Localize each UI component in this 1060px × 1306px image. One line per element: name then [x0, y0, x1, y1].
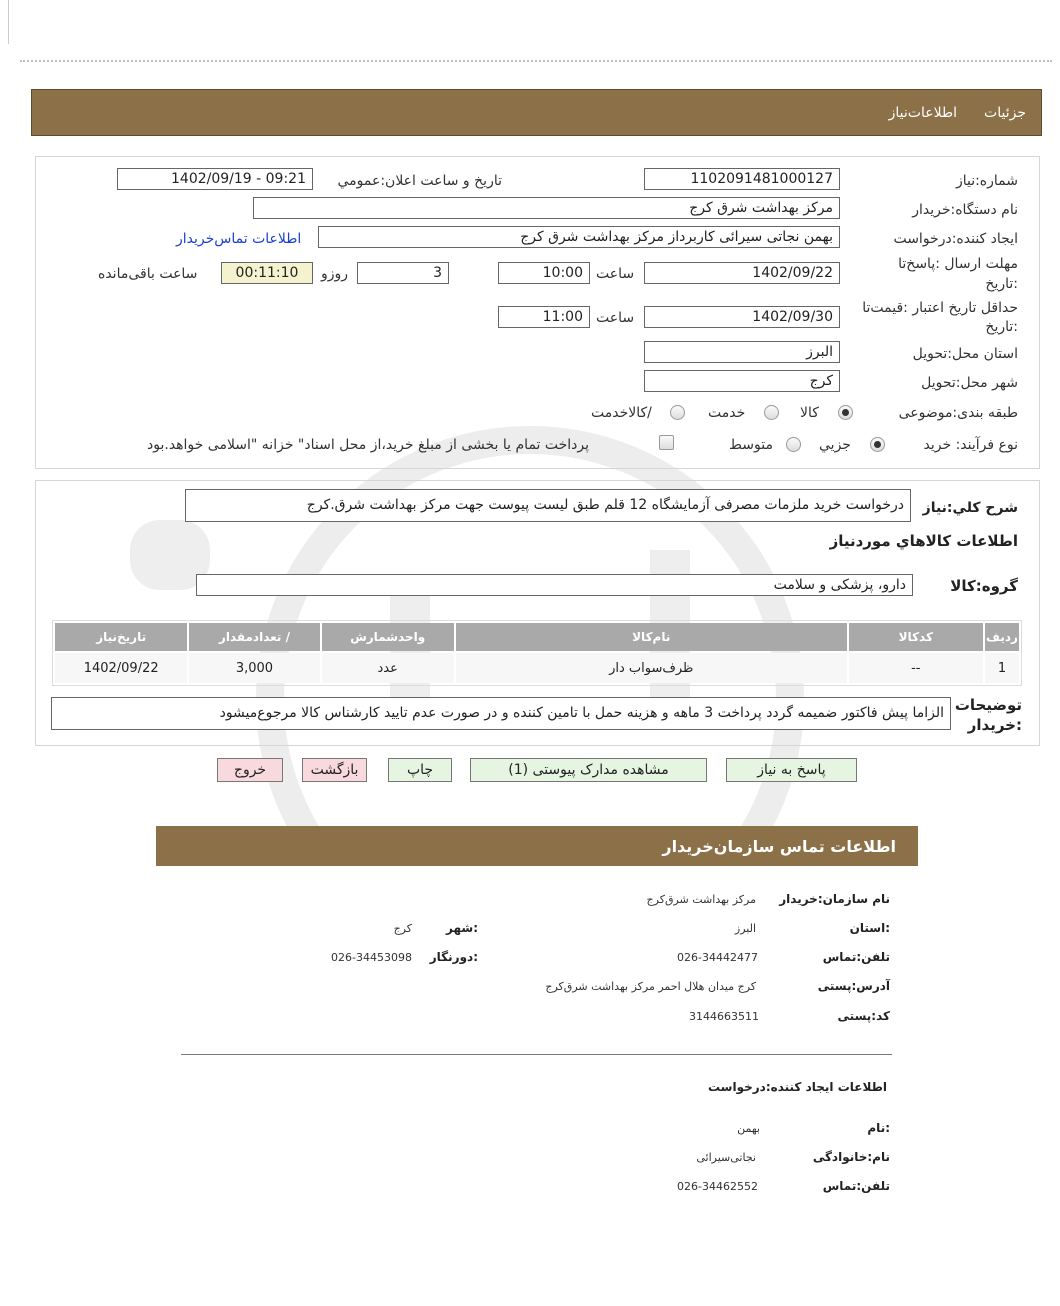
province-field: البرز	[644, 341, 840, 363]
creator-phone-value: 026-34462552	[677, 1180, 758, 1193]
goods-info-title: اطلاعات كالاهاي موردنياز	[829, 532, 1018, 550]
validity-label-2: :تاریخ	[985, 319, 1018, 335]
top-dotted-line	[20, 60, 1052, 62]
contact-title: اطلاعات تماس سازمان‌خریدار	[662, 837, 896, 856]
col-item-code: کدکالا	[849, 623, 983, 651]
buyer-org-field: مرکز بهداشت شرق کرج	[253, 197, 840, 219]
deadline-date-field: 1402/09/22	[644, 262, 840, 284]
cell-unit: عدد	[322, 653, 454, 683]
creator-phone-label: تلفن:تماس	[822, 1179, 890, 1193]
cell-item-name: ظرف‌سواب دار	[456, 653, 847, 683]
need-number-field: 1102091481000127	[644, 168, 840, 190]
validity-date-field: 1402/09/30	[644, 306, 840, 328]
col-unit: واحدشمارش	[322, 623, 454, 651]
col-quantity: / تعدادمقدار	[189, 623, 319, 651]
tab-need-info[interactable]: اطلاعات‌نیاز	[888, 105, 957, 121]
postal-value: 3144663511	[689, 1010, 759, 1023]
category-option-goods: کالا	[800, 405, 819, 421]
process-radio-minor[interactable]	[870, 437, 885, 452]
left-border-line	[8, 0, 9, 44]
table-row	[55, 653, 1019, 683]
process-option-minor: جزيي	[819, 437, 851, 453]
tab-details[interactable]: جزئیات	[984, 105, 1026, 121]
category-option-goods-service: /کالاخدمت	[591, 405, 652, 421]
creator-info-title: اطلاعات ایجاد کننده:درخواست	[707, 1080, 887, 1094]
fax-value: 026-34453098	[331, 951, 412, 964]
goods-group-label: گروه:کالا	[950, 577, 1018, 595]
col-row-number: ردیف	[985, 623, 1019, 651]
treasury-payment-checkbox[interactable]	[659, 435, 674, 450]
buyer-notes-field: الزاما پیش فاکتور ضمیمه گردد پرداخت 3 ماهه و هزینه حمل با تامین کننده و در صورت عدم تایید کارشناس کالا مرجوع‌میشود	[51, 697, 951, 730]
remaining-time-field: 00:11:10	[221, 262, 313, 284]
print-button[interactable]: چاپ	[388, 758, 452, 782]
cell-row-number: 1	[985, 653, 1019, 683]
creator-family-value: نجاتی‌سیرائی	[696, 1151, 756, 1164]
phone-value: 026-34442477	[677, 951, 758, 964]
buyer-notes-label-2: :خریدار	[967, 716, 1022, 734]
process-radio-medium[interactable]	[786, 437, 801, 452]
contact-province-value: البرز	[734, 922, 756, 935]
announce-label: تاريخ و ساعت اعلان:عمومي	[337, 173, 502, 189]
org-label: نام سازمان:خریدار	[779, 892, 890, 906]
back-button[interactable]: بازگشت	[302, 758, 367, 782]
goods-group-field: دارو، پزشکی و سلامت	[196, 574, 913, 596]
process-option-medium: متوسط	[729, 437, 773, 453]
buyer-notes-label: توضیحات	[954, 696, 1022, 714]
category-option-service: خدمت	[708, 405, 746, 421]
items-table	[53, 621, 1021, 685]
creator-name-label: :نام	[867, 1121, 890, 1135]
validity-time-field: 11:00	[498, 306, 590, 328]
remaining-label: ساعت باقی‌مانده	[98, 266, 198, 282]
creator-field: بهمن نجاتی سیرائی کاربرداز مرکز بهداشت شرق کرج	[318, 226, 840, 248]
cell-need-date: 1402/09/22	[55, 653, 187, 683]
buyer-org-label: نام دستگاه:خریدار	[912, 202, 1018, 218]
province-label: استان محل:تحویل	[912, 346, 1018, 362]
city-label: شهر محل:تحویل	[921, 375, 1018, 391]
cell-quantity: 3,000	[189, 653, 319, 683]
items-table-header	[55, 623, 1019, 651]
creator-label: ایجاد کننده:درخواست	[893, 231, 1018, 247]
creator-name-value: بهمن	[737, 1122, 760, 1135]
contact-city-value: کرج	[393, 922, 412, 935]
deadline-label-2: :تاریخ	[985, 276, 1018, 292]
deadline-time-label: ساعت	[596, 266, 635, 282]
contact-divider	[181, 1054, 892, 1055]
creator-family-label: نام:خانوادگی	[812, 1150, 890, 1164]
category-radio-service[interactable]	[764, 405, 779, 420]
process-label: نوع فرآیند: خرید	[923, 437, 1018, 453]
category-radio-goods[interactable]	[838, 405, 853, 420]
city-field: کرج	[644, 370, 840, 392]
view-attachments-button[interactable]: مشاهده مدارک پیوستی (1)	[470, 758, 707, 782]
phone-label: تلفن:تماس	[822, 950, 890, 964]
announce-field: 1402/09/19 - 09:21	[117, 168, 313, 190]
contact-buyer-link[interactable]: اطلاعات تماس‌خریدار	[176, 231, 302, 247]
treasury-payment-note: پرداخت تمام یا بخشی از مبلغ خرید،از محل اسناد" خزانه "اسلامی خواهد.بود	[147, 437, 590, 453]
contact-province-label: :استان	[849, 921, 890, 935]
validity-time-label: ساعت	[596, 310, 635, 326]
deadline-label: مهلت ارسال :پاسخ‌تا	[898, 256, 1018, 272]
postal-label: کد:پستی	[837, 1009, 890, 1023]
contact-city-label: :شهر	[446, 921, 478, 935]
exit-button[interactable]: خروج	[217, 758, 283, 782]
deadline-time-field: 10:00	[498, 262, 590, 284]
category-radio-goods-service[interactable]	[670, 405, 685, 420]
reply-button[interactable]: پاسخ به نیاز	[726, 758, 857, 782]
validity-label: حداقل تاریخ اعتبار :قیمت‌تا	[862, 300, 1018, 316]
general-desc-label: شرح كلي:نياز	[922, 500, 1018, 516]
col-need-date: تاریخ‌نیاز	[55, 623, 187, 651]
org-value: مرکز بهداشت شرق‌کرج	[646, 893, 756, 906]
fax-label: :دورنگار	[429, 950, 478, 964]
days-field: 3	[357, 262, 449, 284]
category-label: طبقه بندی:موضوعی	[898, 405, 1018, 421]
days-label: روزو	[321, 266, 349, 282]
cell-item-code: --	[849, 653, 983, 683]
address-label: آدرس:پستی	[817, 979, 890, 993]
address-value: کرج میدان هلال احمر مرکز بهداشت شرق‌کرج	[545, 980, 756, 993]
need-number-label: شماره:نیاز	[955, 173, 1018, 189]
general-desc-field: درخواست خرید ملزمات مصرفی آزمایشگاه 12 قلم طبق لیست پیوست جهت مرکز بهداشت شرق.کرج	[185, 489, 911, 522]
col-item-name: نام‌کالا	[456, 623, 847, 651]
